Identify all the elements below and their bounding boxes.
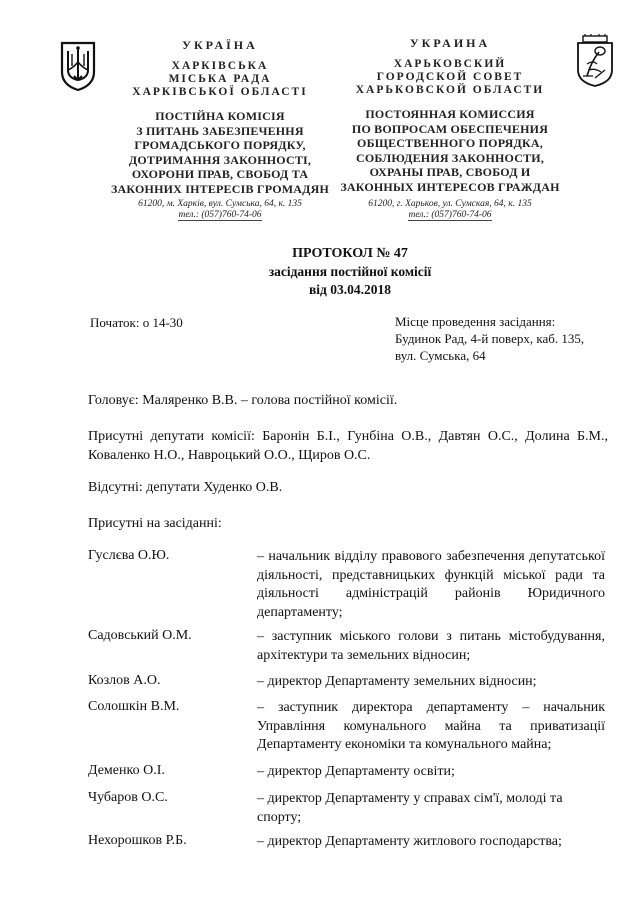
chair-line: Головує: Маляренко В.В. – голова постійної комісії. [88, 393, 398, 408]
attendee-name: Садовський О.М. [88, 628, 192, 643]
attendee-name: Солошкін В.М. [88, 699, 180, 714]
attendee-name: Чубаров О.С. [88, 790, 168, 805]
attendee-role: – директор Департаменту освіти; [257, 764, 455, 779]
attendee-role: – директор Департаменту земельних відносин; [257, 674, 537, 689]
meeting-venue: Місце проведення засідання: Будинок Рад, 4-й поверх, каб. 135, вул. Сумська, 64 [395, 314, 585, 363]
council-name-ru: ХАРЬКОВСКИЙ ГОРОДСКОЙ СОВЕТ ХАРЬКОВСКОЙ ОБЛАСТИ [355, 58, 545, 96]
ukraine-coat-of-arms-icon [59, 40, 97, 92]
attendee-name: Деменко О.І. [88, 763, 165, 778]
protocol-title: ПРОТОКОЛ № 47 [292, 246, 408, 261]
attendee-role: – заступник міського голови з питань містобудування, архітектури та земельних відносин; [257, 629, 605, 663]
attendee-name: Козлов А.О. [88, 673, 161, 688]
meeting-start: Початок: о 14-30 [90, 315, 183, 330]
protocol-subtitle: засідання постійної комісії [268, 264, 432, 279]
committee-name-uk: ПОСТІЙНА КОМІСІЯ З ПИТАНЬ ЗАБЕЗПЕЧЕННЯ ГРОМАДСЬКОГО ПОРЯДКУ, ДОТРИМАННЯ ЗАКОННОСТІ, ОХОРОНИ ПРАВ, СВОБОД ТА ЗАКОННИХ ІНТЕРЕСІВ ГРОМАДЯН [111, 109, 329, 196]
attendee-role: – директор Департаменту житлового господарства; [257, 834, 562, 849]
present-deputies: Присутні депутати комісії: Баронін Б.І., Гунбіна О.В., Давтян О.С., Долина Б.М., Коваленко Н.О., Навроцький О.О., Щиров О.С. [88, 429, 608, 463]
attendee-role: – директор Департаменту у справах сім'ї, молоді та спорту; [257, 791, 563, 825]
address-ru: 61200, г. Харьков, ул. Сумская, 64, к. 135 тел.: (057)760-74-06 [368, 199, 532, 220]
attendee-name: Нехорошков Р.Б. [88, 833, 187, 848]
address-uk: 61200, м. Харків, вул. Сумська, 64, к. 135 тел.: (057)760-74-06 [138, 199, 302, 220]
attendee-role: – заступник директора департаменту – начальник Управління комунального майна та приватизації Департаменту економіки та комунального майна; [257, 700, 605, 753]
attendee-name: Гуслєва О.Ю. [88, 548, 170, 563]
phone-ru: тел.: (057)760-74-06 [408, 210, 492, 220]
committee-name-ru: ПОСТОЯННАЯ КОМИССИЯ ПО ВОПРОСАМ ОБЕСПЕЧЕНИЯ ОБЩЕСТВЕННОГО ПОРЯДКА, СОБЛЮДЕНИЯ ЗАКОННОСТИ, ОХРАНЫ ПРАВ, СВОБОД И ЗАКОННЫХ ИНТЕРЕСОВ ГРАЖДАН [340, 107, 560, 194]
kharkiv-coat-of-arms-icon [575, 34, 615, 88]
present-label: Присутні на засіданні: [88, 516, 222, 531]
protocol-date: від 03.04.2018 [309, 282, 391, 297]
attendee-role: – начальник відділу правового забезпечення депутатської діяльності, представницьких функцій міської ради та діяльності адміністрацій районів Юридичного департаменту; [257, 549, 605, 621]
council-name-uk: ХАРКІВСЬКА МІСЬКА РАДА ХАРКІВСЬКОЇ ОБЛАСТІ [132, 60, 308, 98]
phone-uk: тел.: (057)760-74-06 [178, 210, 262, 220]
country-ru: УКРАИНА [409, 36, 491, 50]
absent-line: Відсутні: депутати Худенко О.В. [88, 480, 283, 495]
country-uk: УКРАЇНА [182, 38, 258, 52]
